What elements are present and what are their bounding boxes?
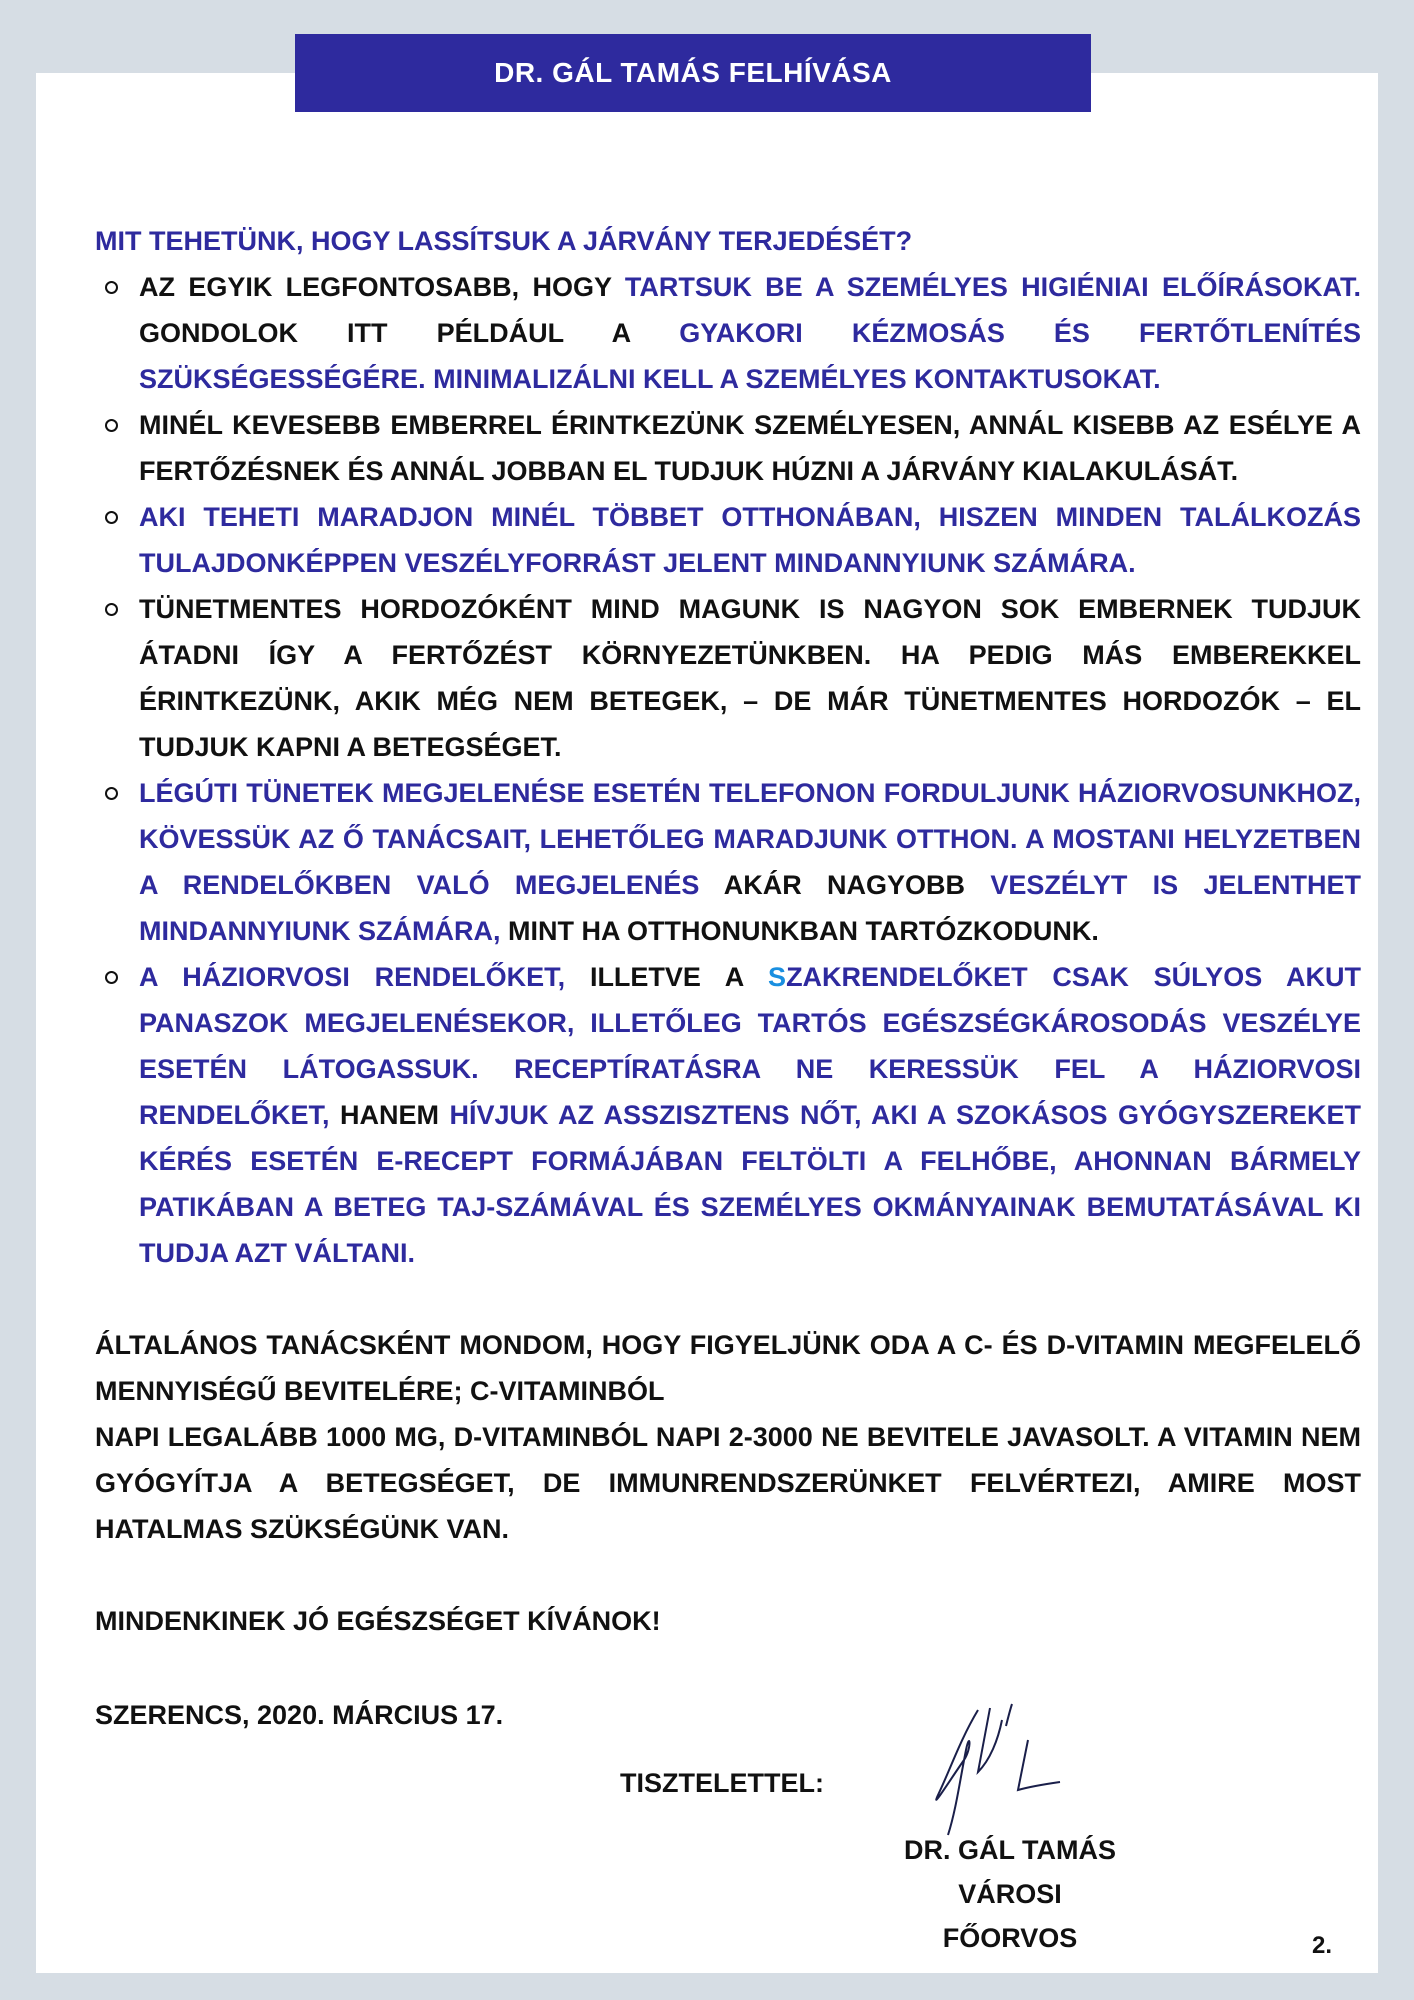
list-item [95,402,1361,494]
signatory [900,1828,1120,1960]
list-item-text: ILLETVE A [565,962,769,992]
header-banner [295,34,1091,112]
regards-label: TISZTELETTEL: [620,1768,824,1798]
main-content [95,218,1361,1552]
bullet-circle-icon [105,971,118,984]
list-item-text: TÜNETMENTES HORDOZÓKÉNT MIND MAGUNK IS NAGYON SOK EMBERNEK TUDJUK ÁTADNI ÍGY A FERTŐZÉST KÖRNYEZETÜNKBEN. HA PEDIG MÁS EMBEREKKEL ÉRINTKEZÜNK, AKIK MÉG NEM BETEGEK, – DE MÁR TÜNETMENTES HORDOZÓK – EL TUDJUK KAPNI A BETEGSÉGET. [139,594,1361,762]
list-item-text: AKÁR NAGYOBB [699,870,991,900]
bullet-circle-icon [105,511,118,524]
general-advice-line-2: NAPI LEGALÁBB 1000 MG, D-VITAMINBÓL NAPI 2-3000 NE BEVITELE JAVASOLT. A VITAMIN NEM GYÓGYÍTJA A BETEGSÉGET, DE IMMUNRENDSZERÜNKET FELVÉRTEZI, AMIRE MOST HATALMAS SZÜKSÉGÜNK VAN. [95,1422,1361,1544]
signatory-name: DR. GÁL TAMÁS [904,1835,1116,1865]
closing-wish: MINDENKINEK JÓ EGÉSZSÉGET KÍVÁNOK! [95,1606,661,1636]
list-item-text: HÍVJUK AZ ASSZISZTENS NŐT, AKI A SZOKÁSOS GYÓGYSZEREKET KÉRÉS ESETÉN E-RECEPT FORMÁJÁBAN FELTÖLTI A FELHŐBE, AHONNAN BÁRMELY PATIKÁBAN A BETEG TAJ-SZÁMÁVAL ÉS SZEMÉLYES OKMÁNYAINAK BEMUTATÁSÁVAL KI TUDJA AZT VÁLTANI. [139,1100,1362,1268]
bullet-circle-icon [105,419,118,432]
list-item-text: HANEM [329,1100,450,1130]
list-item-text: VESZÉLYT IS JELENTHET MINDANNYIUNK SZÁMÁRA, [139,870,1361,946]
bullet-circle-icon [105,603,118,616]
bullet-circle-icon [105,281,118,294]
question-heading: MIT TEHETÜNK, HOGY LASSÍTSUK A JÁRVÁNY TERJEDÉSÉT? [95,226,913,256]
list-item-text: MINT HA OTTHONUNKBAN TARTÓZKODUNK. [500,916,1099,946]
header-title: DR. GÁL TAMÁS FELHÍVÁSA [494,57,892,88]
list-item-text: MINÉL KEVESEBB EMBERREL ÉRINTKEZÜNK SZEMÉLYESEN, ANNÁL KISEBB AZ ESÉLYE A FERTŐZÉSNEK ÉS ANNÁL JOBBAN EL TUDJUK HÚZNI A JÁRVÁNY KIALAKULÁSÁT. [139,410,1361,486]
list-item-text: AKI TEHETI MARADJON MINÉL TÖBBET OTTHONÁBAN, HISZEN MINDEN TALÁLKOZÁS TULAJDONKÉPPEN VESZÉLYFORRÁST JELENT MINDANNYIUNK SZÁMÁRA. [139,502,1361,578]
list-item-text: GONDOLOK ITT PÉLDÁUL A [139,318,680,348]
list-item [95,494,1361,586]
advice-list [95,264,1361,1276]
signature-image [920,1700,1080,1840]
list-item [95,770,1361,954]
list-item-text: S [768,962,787,992]
list-item-text: A HÁZIORVOSI RENDELŐKET, [139,962,566,992]
list-item [95,586,1361,770]
list-item-text: TARTSUK BE A SZEMÉLYES HIGIÉNIAI ELŐÍRÁSOKAT. [624,272,1362,302]
list-item [95,264,1361,402]
place-date: SZERENCS, 2020. MÁRCIUS 17. [95,1700,504,1730]
bullet-circle-icon [105,787,118,800]
list-item-text: ZAKRENDELŐKET CSAK SÚLYOS AKUT PANASZOK MEGJELENÉSEKOR, ILLETŐLEG TARTÓS EGÉSZSÉGKÁROSODÁS VESZÉLYE ESETÉN LÁTOGASSUK. RECEPTÍRATÁSRA NE KERESSÜK FEL A HÁZIORVOSI RENDELŐKET, [139,962,1361,1130]
page-number: 2. [1312,1932,1333,1959]
list-item-text: LÉGÚTI TÜNETEK MEGJELENÉSE ESETÉN TELEFONON FORDULJUNK HÁZIORVOSUNKHOZ, KÖVESSÜK AZ Ő TANÁCSAIT, LEHETŐLEG MARADJUNK OTTHON. A MOSTANI HELYZETBEN A RENDELŐKBEN VALÓ MEGJELENÉS [139,778,1361,900]
list-item-text: GYAKORI KÉZMOSÁS ÉS FERTŐTLENÍTÉS SZÜKSÉGESSÉGÉRE. MINIMALIZÁLNI KELL A SZEMÉLYES KONTAKTUSOKAT. [139,318,1361,394]
general-advice [95,1322,1361,1552]
list-item-text: AZ EGYIK LEGFONTOSABB, HOGY [139,272,625,302]
signatory-role: VÁROSI FŐORVOS [942,1879,1078,1953]
list-item [95,954,1361,1276]
general-advice-line-1: ÁLTALÁNOS TANÁCSKÉNT MONDOM, HOGY FIGYELJÜNK ODA A C- ÉS D-VITAMIN MEGFELELŐ MENNYISÉGŰ BEVITELÉRE; C-VITAMINBÓL [95,1330,1361,1406]
